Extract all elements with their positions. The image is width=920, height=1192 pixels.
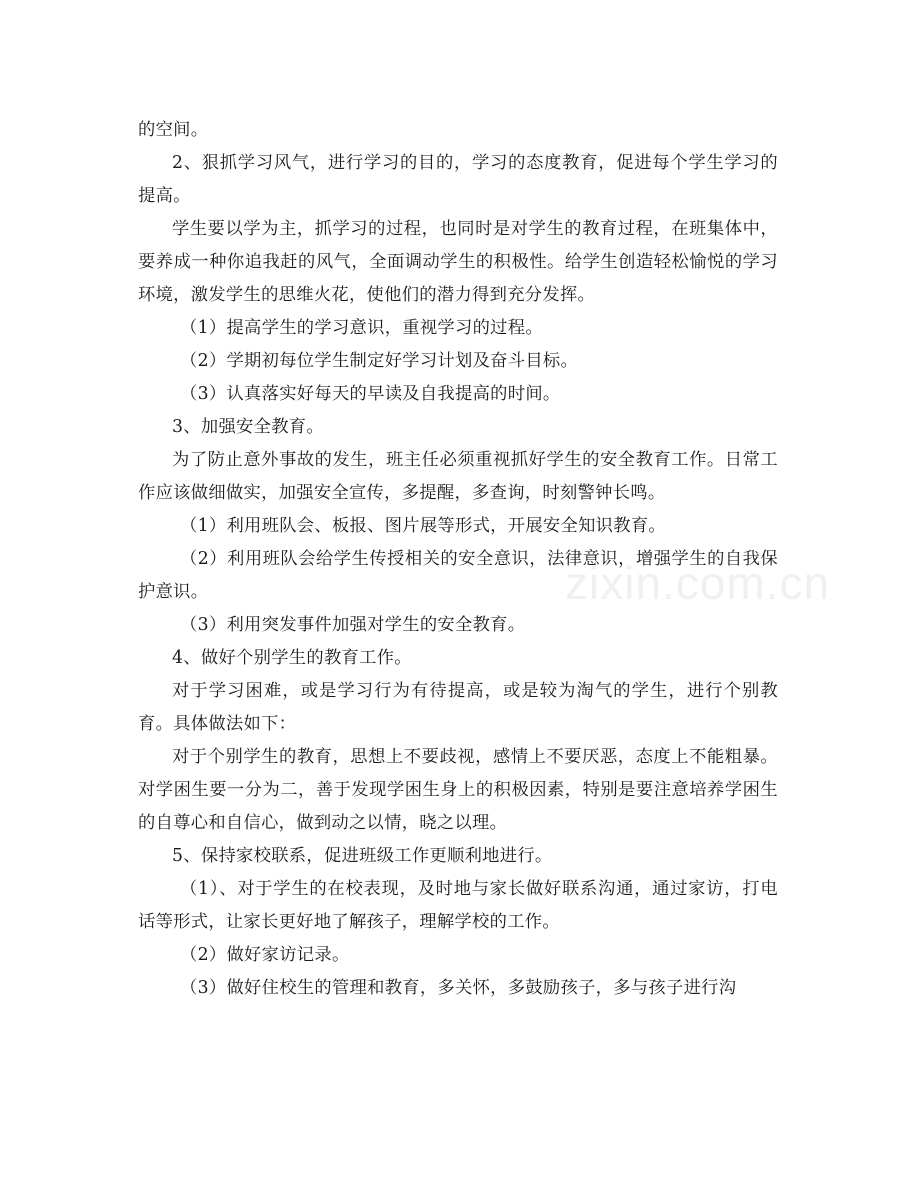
paragraph-individual-1: 对于学习困难，或是学习行为有待提高，或是较为淘气的学生，进行个别教育。具体做法如下： (138, 681, 778, 734)
paragraph-individual-2: 对于个别学生的教育，思想上不要歧视，感情上不要厌恶，态度上不能粗暴。对学困生要一分为二，善于发现学困生身上的积极因素，特别是要注意培养学困生的自尊心和自信心，做到动之以情，晓之以理。 (138, 747, 778, 833)
list-item-study-1: （1）提高学生的学习意识，重视学习的过程。 (180, 318, 543, 338)
paragraph-1: 的空间。 (138, 120, 209, 140)
document-body (138, 114, 778, 1005)
list-item-study-3: （3）认真落实好每天的早读及自我提高的时间。 (180, 384, 561, 404)
paragraph-safety: 为了防止意外事故的发生，班主任必须重视抓好学生的安全教育工作。日常工作应该做细做实，加强安全宣传，多提醒，多查询，时刻警钟长鸣。 (138, 450, 778, 503)
list-item-safety-3: （3）利用突发事件加强对学生的安全教育。 (180, 615, 526, 635)
paragraph-2: 2、狠抓学习风气，进行学习的目的，学习的态度教育，促进每个学生学习的提高。 (138, 153, 778, 206)
list-item-study-2: （2）学期初每位学生制定好学习计划及奋斗目标。 (180, 351, 579, 371)
list-item-family-1: （1）、对于学生的在校表现，及时地与家长做好联系沟通，通过家访，打电话等形式，让家长更好地了解孩子，理解学校的工作。 (138, 879, 778, 932)
section-heading-safety: 3、加强安全教育。 (172, 417, 324, 437)
list-item-safety-2: （2）利用班队会给学生传授相关的安全意识，法律意识，增强学生的自我保护意识。 (138, 549, 778, 602)
list-item-family-3: （3）做好住校生的管理和教育，多关怀，多鼓励孩子，多与孩子进行沟 (180, 978, 737, 998)
section-heading-individual: 4、做好个别学生的教育工作。 (172, 648, 412, 668)
list-item-family-2: （2）做好家访记录。 (180, 945, 350, 965)
paragraph-3: 学生要以学为主，抓学习的过程，也同时是对学生的教育过程，在班集体中，要养成一种你追我赶的风气，全面调动学生的积极性。给学生创造轻松愉悦的学习环境，激发学生的思维火花，使他们的潜力得到充分发挥。 (138, 219, 778, 305)
section-heading-family: 5、保持家校联系，促进班级工作更顺利地进行。 (172, 846, 553, 866)
list-item-safety-1: （1）利用班队会、板报、图片展等形式，开展安全知识教育。 (180, 516, 666, 536)
watermark: zixin.com.cn (565, 557, 831, 609)
